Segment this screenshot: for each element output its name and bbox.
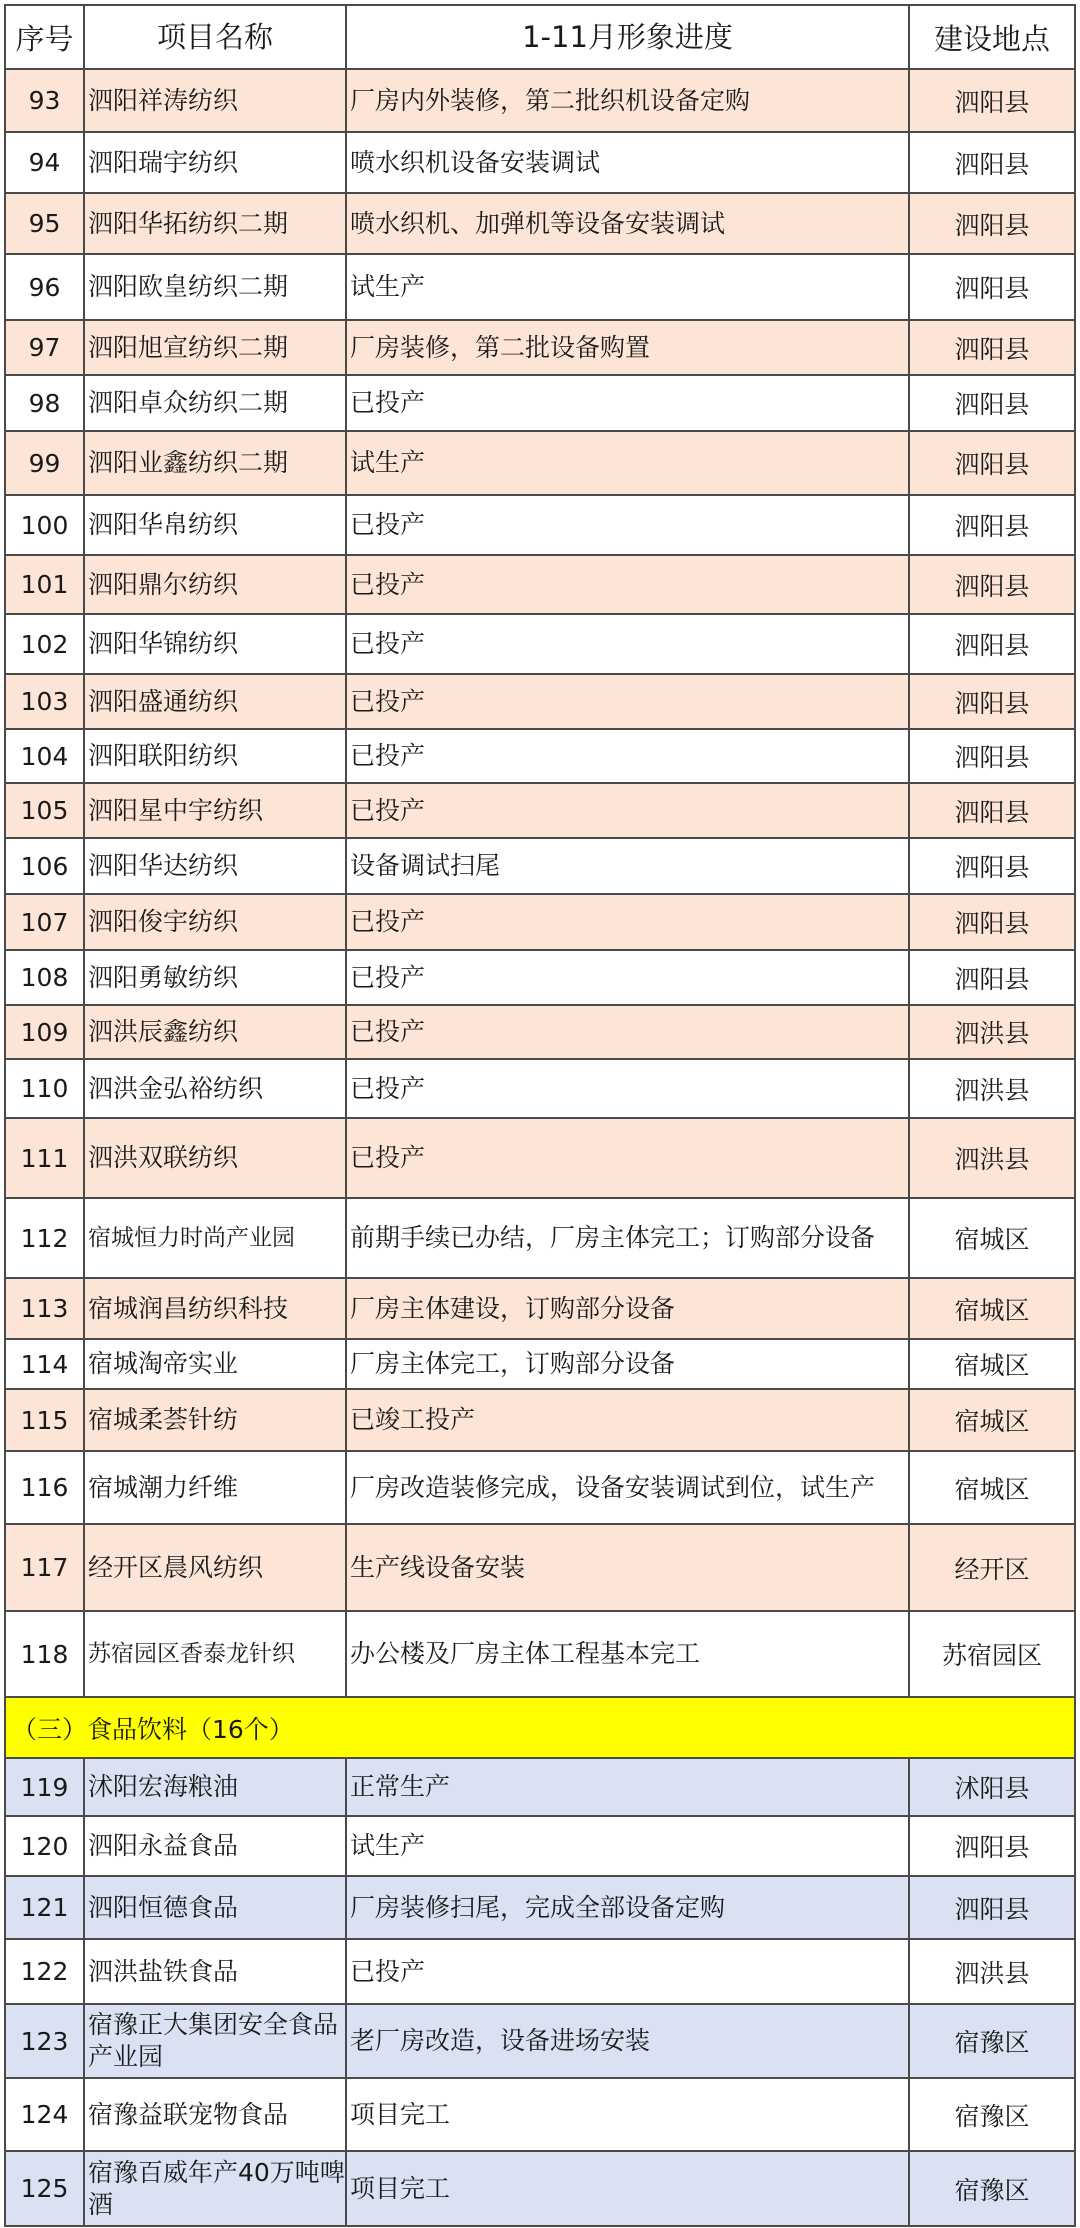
row-progress: 喷水织机设备安装调试 [345, 133, 908, 192]
row-location: 泗阳县 [908, 675, 1076, 728]
table-row [4, 893, 1076, 949]
row-seq: 115 [4, 1390, 83, 1450]
row-name: 泗阳盛通纺织 [83, 675, 345, 728]
row-name: 宿豫正大集团安全食品产业园 [83, 2005, 345, 2077]
table-row [4, 430, 1076, 494]
table-row [4, 1815, 1076, 1875]
table-row [4, 728, 1076, 782]
table-row [4, 837, 1076, 893]
row-name: 泗阳华达纺织 [83, 839, 345, 893]
row-seq: 124 [4, 2079, 83, 2150]
row-progress: 项目完工 [345, 2152, 908, 2225]
row-location: 泗阳县 [908, 556, 1076, 613]
row-location: 泗阳县 [908, 895, 1076, 949]
row-progress: 已投产 [345, 895, 908, 949]
row-seq: 107 [4, 895, 83, 949]
row-location: 沭阳县 [908, 1759, 1076, 1815]
row-name: 宿城潮力纤维 [83, 1452, 345, 1523]
row-progress: 项目完工 [345, 2079, 908, 2150]
row-location: 宿豫区 [908, 2005, 1076, 2077]
row-progress: 厂房主体建设，订购部分设备 [345, 1279, 908, 1338]
table-row [4, 192, 1076, 253]
row-progress: 喷水织机、加弹机等设备安装调试 [345, 194, 908, 253]
row-location: 泗阳县 [908, 133, 1076, 192]
row-name: 经开区晨风纺织 [83, 1525, 345, 1610]
table-row [4, 131, 1076, 192]
row-progress: 已投产 [345, 730, 908, 782]
row-name: 泗阳祥涛纺织 [83, 70, 345, 131]
row-name: 泗洪盐铁食品 [83, 1940, 345, 2003]
row-progress: 已投产 [345, 675, 908, 728]
table-row [4, 1450, 1076, 1523]
row-progress: 厂房改造装修完成，设备安装调试到位，试生产 [345, 1452, 908, 1523]
row-progress: 已投产 [345, 615, 908, 673]
row-progress: 已投产 [345, 1940, 908, 2003]
row-name: 宿豫百威年产40万吨啤酒 [83, 2152, 345, 2225]
row-seq: 123 [4, 2005, 83, 2077]
table-row [4, 374, 1076, 430]
table-row [4, 2150, 1076, 2227]
row-name: 泗阳卓众纺织二期 [83, 376, 345, 430]
row-seq: 101 [4, 556, 83, 613]
row-seq: 116 [4, 1452, 83, 1523]
row-seq: 125 [4, 2152, 83, 2225]
row-progress: 老厂房改造，设备进场安装 [345, 2005, 908, 2077]
row-progress: 生产线设备安装 [345, 1525, 908, 1610]
row-progress: 已投产 [345, 784, 908, 837]
row-seq: 99 [4, 432, 83, 494]
row-progress: 厂房内外装修，第二批织机设备定购 [345, 70, 908, 131]
row-location: 泗阳县 [908, 951, 1076, 1004]
row-location: 宿城区 [908, 1390, 1076, 1450]
header-progress: 1-11月形象进度 [345, 6, 908, 68]
row-progress: 厂房装修，第二批设备购置 [345, 321, 908, 374]
row-seq: 93 [4, 70, 83, 131]
row-name: 泗阳业鑫纺织二期 [83, 432, 345, 494]
row-progress: 正常生产 [345, 1759, 908, 1815]
row-name: 宿豫益联宠物食品 [83, 2079, 345, 2150]
row-location: 宿豫区 [908, 2152, 1076, 2225]
row-name: 沭阳宏海粮油 [83, 1759, 345, 1815]
row-name: 宿城润昌纺织科技 [83, 1279, 345, 1338]
header-name: 项目名称 [83, 6, 345, 68]
table-row [4, 1388, 1076, 1450]
row-seq: 98 [4, 376, 83, 430]
table-row [4, 1004, 1076, 1058]
row-seq: 100 [4, 496, 83, 554]
row-location: 宿城区 [908, 1199, 1076, 1277]
section-header-food-beverage [4, 1696, 1076, 1757]
row-name: 宿城恒力时尚产业园 [83, 1199, 345, 1277]
row-name: 泗洪辰鑫纺织 [83, 1006, 345, 1058]
row-location: 泗阳县 [908, 70, 1076, 131]
row-location: 泗阳县 [908, 730, 1076, 782]
row-location: 泗阳县 [908, 1817, 1076, 1875]
row-progress: 已投产 [345, 376, 908, 430]
table-row [4, 1757, 1076, 1815]
row-location: 泗洪县 [908, 1006, 1076, 1058]
row-seq: 118 [4, 1612, 83, 1696]
row-location: 宿豫区 [908, 2079, 1076, 2150]
row-seq: 103 [4, 675, 83, 728]
row-location: 泗洪县 [908, 1060, 1076, 1117]
row-seq: 109 [4, 1006, 83, 1058]
row-progress: 办公楼及厂房主体工程基本完工 [345, 1612, 908, 1696]
table-row [4, 1523, 1076, 1610]
row-name: 泗阳勇敏纺织 [83, 951, 345, 1004]
row-name: 泗阳华帛纺织 [83, 496, 345, 554]
row-progress: 已投产 [345, 1006, 908, 1058]
row-location: 泗阳县 [908, 376, 1076, 430]
row-name: 泗阳俊宇纺织 [83, 895, 345, 949]
row-progress: 试生产 [345, 1817, 908, 1875]
row-name: 宿城淘帝实业 [83, 1340, 345, 1388]
row-location: 泗阳县 [908, 255, 1076, 319]
row-name: 泗阳华拓纺织二期 [83, 194, 345, 253]
row-seq: 111 [4, 1119, 83, 1197]
row-location: 泗阳县 [908, 432, 1076, 494]
row-seq: 112 [4, 1199, 83, 1277]
row-location: 宿城区 [908, 1279, 1076, 1338]
row-location: 泗阳县 [908, 194, 1076, 253]
row-seq: 97 [4, 321, 83, 374]
row-seq: 117 [4, 1525, 83, 1610]
table-row [4, 1277, 1076, 1338]
table-row [4, 1875, 1076, 1938]
row-seq: 119 [4, 1759, 83, 1815]
table-row [4, 1117, 1076, 1197]
table-row [4, 253, 1076, 319]
table-row [4, 1610, 1076, 1696]
header-location: 建设地点 [908, 6, 1076, 68]
row-location: 宿城区 [908, 1340, 1076, 1388]
row-name: 宿城柔荟针纺 [83, 1390, 345, 1450]
row-seq: 120 [4, 1817, 83, 1875]
row-seq: 96 [4, 255, 83, 319]
row-location: 泗阳县 [908, 784, 1076, 837]
table-row [4, 319, 1076, 374]
table-row [4, 1197, 1076, 1277]
row-progress: 设备调试扫尾 [345, 839, 908, 893]
row-seq: 104 [4, 730, 83, 782]
row-progress: 厂房装修扫尾，完成全部设备定购 [345, 1877, 908, 1938]
table-row [4, 494, 1076, 554]
row-seq: 106 [4, 839, 83, 893]
row-name: 泗阳永益食品 [83, 1817, 345, 1875]
table-header-row [4, 4, 1076, 68]
table-row [4, 1938, 1076, 2003]
row-location: 宿城区 [908, 1452, 1076, 1523]
row-name: 泗阳华锦纺织 [83, 615, 345, 673]
table-row [4, 1058, 1076, 1117]
row-progress: 已投产 [345, 1060, 908, 1117]
row-progress: 已投产 [345, 1119, 908, 1197]
table-row [4, 68, 1076, 131]
row-seq: 95 [4, 194, 83, 253]
row-name: 泗洪金弘裕纺织 [83, 1060, 345, 1117]
table-row [4, 2077, 1076, 2150]
row-name: 泗阳星中宇纺织 [83, 784, 345, 837]
row-progress: 已竣工投产 [345, 1390, 908, 1450]
row-seq: 121 [4, 1877, 83, 1938]
row-name: 苏宿园区香泰龙针织 [83, 1612, 345, 1696]
row-seq: 105 [4, 784, 83, 837]
row-name: 泗阳瑞宇纺织 [83, 133, 345, 192]
row-progress: 已投产 [345, 951, 908, 1004]
row-location: 泗阳县 [908, 1877, 1076, 1938]
table-row [4, 554, 1076, 613]
row-location: 泗阳县 [908, 496, 1076, 554]
row-name: 泗阳旭宣纺织二期 [83, 321, 345, 374]
row-seq: 108 [4, 951, 83, 1004]
row-progress: 厂房主体完工，订购部分设备 [345, 1340, 908, 1388]
row-progress: 已投产 [345, 556, 908, 613]
row-location: 泗洪县 [908, 1940, 1076, 2003]
row-seq: 114 [4, 1340, 83, 1388]
row-name: 泗阳鼎尔纺织 [83, 556, 345, 613]
table-row [4, 782, 1076, 837]
row-name: 泗阳恒德食品 [83, 1877, 345, 1938]
table-row [4, 2003, 1076, 2077]
table-row [4, 949, 1076, 1004]
header-seq: 序号 [4, 6, 83, 68]
row-name: 泗阳欧皇纺织二期 [83, 255, 345, 319]
table-row [4, 673, 1076, 728]
row-name: 泗阳联阳纺织 [83, 730, 345, 782]
row-progress: 已投产 [345, 496, 908, 554]
row-location: 泗洪县 [908, 1119, 1076, 1197]
row-location: 经开区 [908, 1525, 1076, 1610]
section-label: （三）食品饮料（16个） [4, 1698, 1076, 1757]
row-location: 苏宿园区 [908, 1612, 1076, 1696]
row-location: 泗阳县 [908, 321, 1076, 374]
row-name: 泗洪双联纺织 [83, 1119, 345, 1197]
row-location: 泗阳县 [908, 615, 1076, 673]
row-progress: 前期手续已办结，厂房主体完工；订购部分设备 [345, 1199, 908, 1277]
row-location: 泗阳县 [908, 839, 1076, 893]
row-seq: 113 [4, 1279, 83, 1338]
table-row [4, 613, 1076, 673]
table-row [4, 1338, 1076, 1388]
row-progress: 试生产 [345, 432, 908, 494]
row-seq: 122 [4, 1940, 83, 2003]
row-seq: 102 [4, 615, 83, 673]
row-seq: 94 [4, 133, 83, 192]
row-progress: 试生产 [345, 255, 908, 319]
row-seq: 110 [4, 1060, 83, 1117]
